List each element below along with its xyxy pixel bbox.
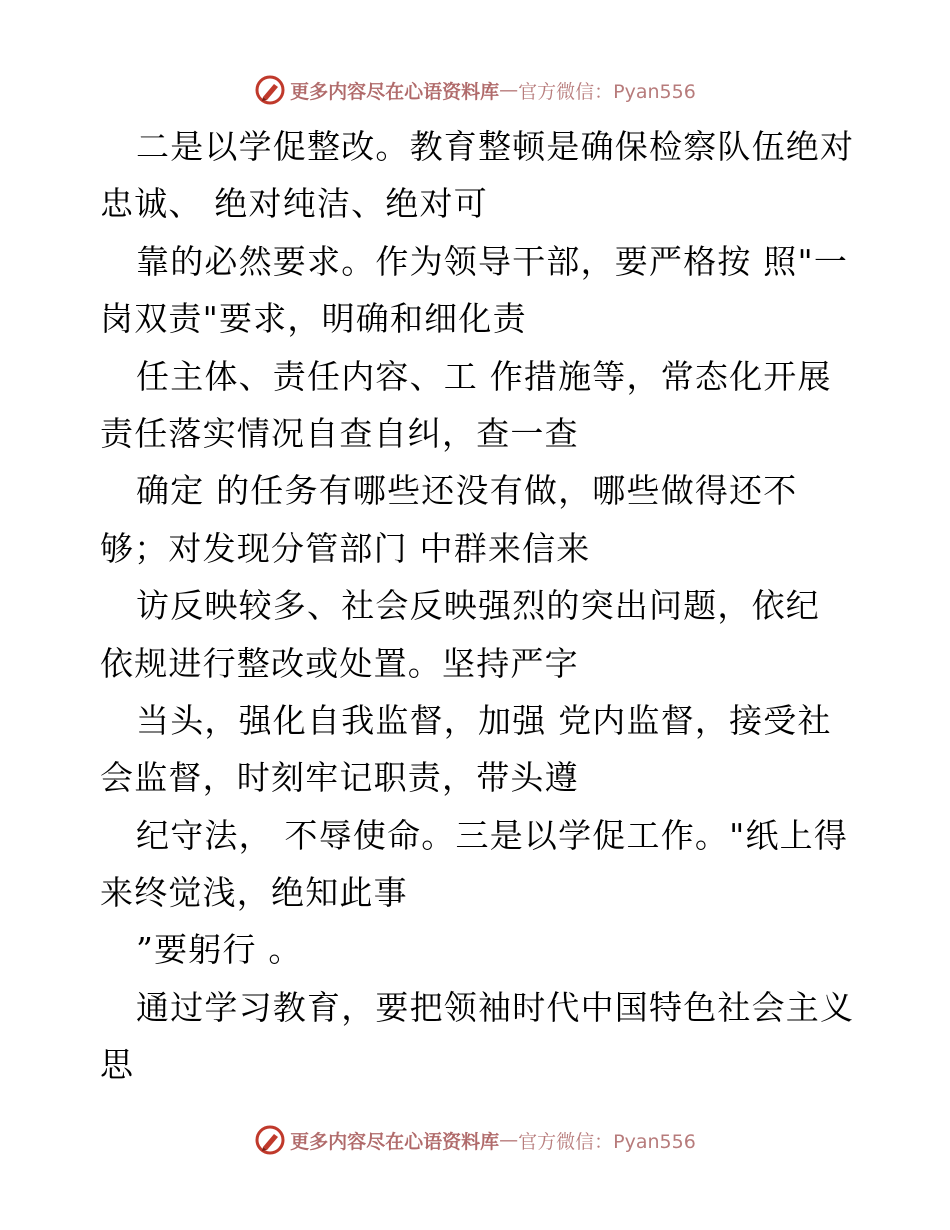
body-line-10: 依规进行整改或处置。坚持严字 bbox=[100, 643, 579, 683]
body-line-8: 够；对发现分管部门 中群来信来 bbox=[100, 528, 591, 568]
body-line-17: 思 bbox=[100, 1045, 135, 1085]
body-line-15: ”要躬行 。 bbox=[136, 930, 303, 970]
body-line-1: 二是以学促整改。教育整顿是确保检察队伍绝对 bbox=[136, 127, 855, 166]
header-wechat-text: 官方微信：Pyan556 bbox=[518, 80, 696, 103]
body-line-11: 当头，强化自我监督，加强 党内监督，接受社 bbox=[136, 700, 832, 740]
body-line-12: 会监督，时刻牢记职责，带头遵 bbox=[100, 758, 579, 798]
header-dash: — bbox=[499, 79, 519, 101]
header-banner bbox=[0, 70, 950, 110]
body-line-3: 靠的必然要求。作为领导干部，要严格按 照"一 bbox=[136, 241, 849, 281]
body-line-4: 岗双责"要求，明确和细化责 bbox=[100, 299, 527, 339]
body-line-2: 忠诚、 绝对纯洁、绝对可 bbox=[100, 184, 488, 224]
footer-site-text: 更多内容尽在心语资料库 bbox=[290, 1130, 500, 1153]
footer-banner bbox=[0, 1120, 950, 1160]
header-site-text: 更多内容尽在心语资料库 bbox=[290, 80, 500, 103]
document-body bbox=[100, 118, 860, 1094]
pen-logo-icon bbox=[254, 74, 286, 106]
body-line-6: 责任落实情况自查自纠，查一查 bbox=[100, 413, 579, 453]
body-line-13: 纪守法， 不辱使命。三是以学促工作。"纸上得 bbox=[136, 815, 849, 855]
footer-wechat-text: 官方微信：Pyan556 bbox=[518, 1130, 696, 1153]
pen-logo-icon bbox=[254, 1124, 286, 1156]
body-line-14: 来终觉浅，绝知此事 bbox=[100, 873, 408, 913]
body-line-9: 访反映较多、社会反映强烈的突出问题，依纪 bbox=[136, 586, 820, 626]
body-line-16: 通过学习教育，要把领袖时代中国特色社会主义 bbox=[136, 987, 855, 1027]
body-line-7: 确定 的任务有哪些还没有做，哪些做得还不 bbox=[136, 471, 798, 511]
footer-dash: — bbox=[499, 1129, 519, 1151]
body-line-5: 任主体、责任内容、工 作措施等，常态化开展 bbox=[136, 356, 832, 396]
